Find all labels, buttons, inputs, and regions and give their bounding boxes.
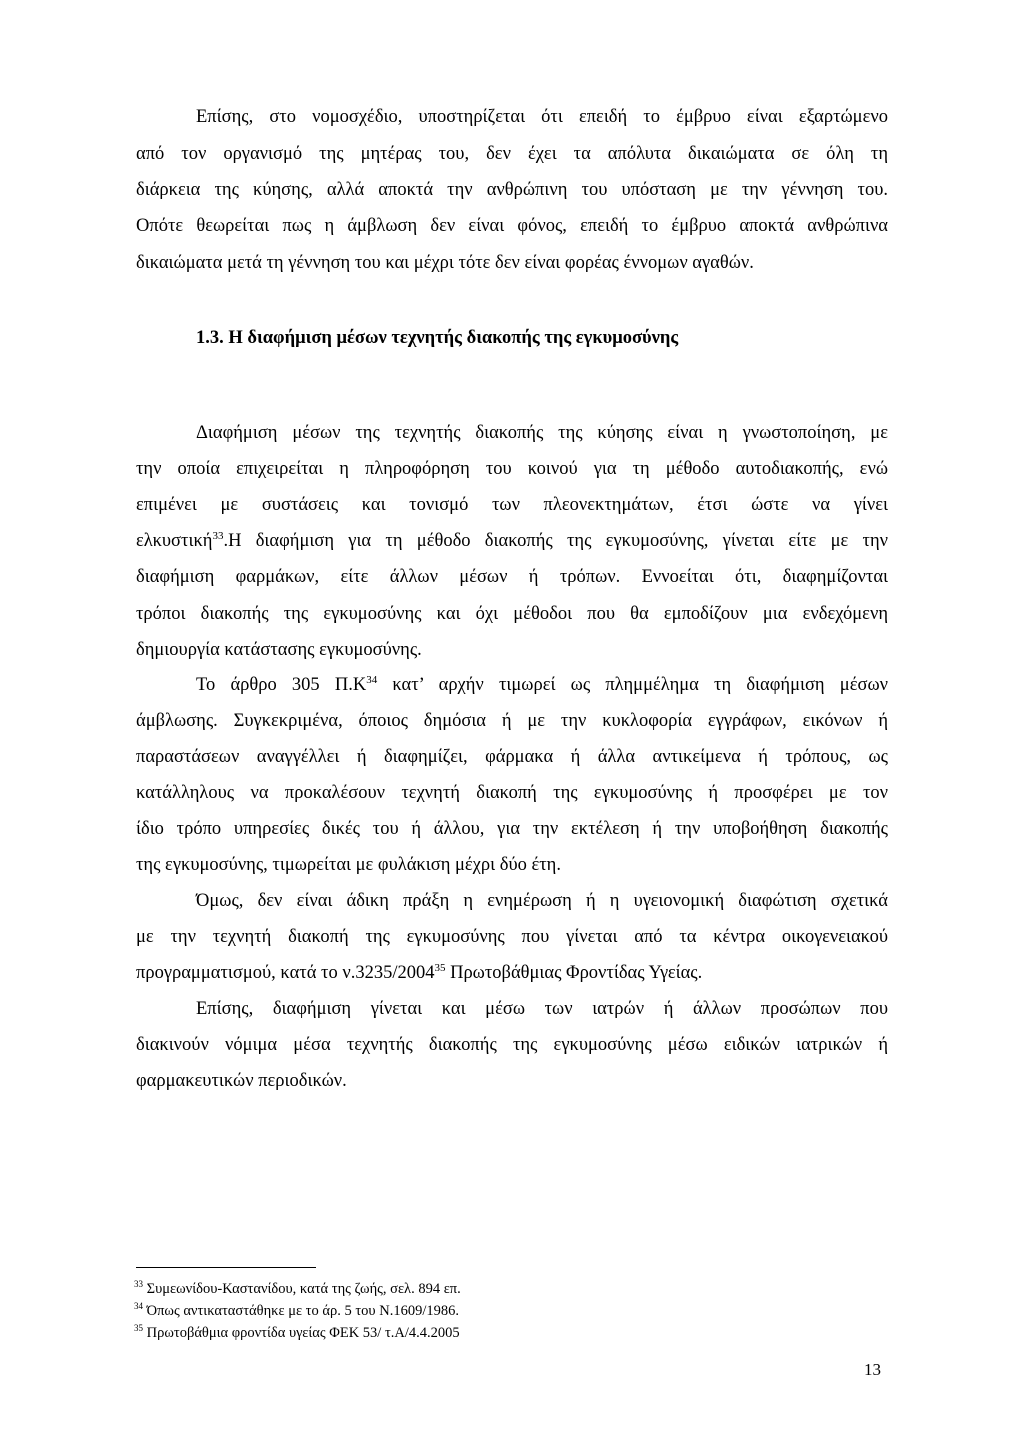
text-line: διακινούν νόμιμα μέσα τεχνητής διακοπής της εγκυμοσύνης μέσω ειδικών ιατρικών ή [136,1035,888,1055]
text-line: διαφήμιση φαρμάκων, είτε άλλων μέσων ή τρόπων. Εννοείται ότι, διαφημίζονται [136,567,888,587]
text-line: της εγκυμοσύνης, τιμωρείται με φυλάκιση μέχρι δύο έτη. [136,855,561,875]
text-line: Επίσης, διαφήμιση γίνεται και μέσω των ιατρών ή άλλων προσώπων που [196,999,888,1019]
footnote-ref-34: 34 [366,674,378,686]
page-number: 13 [864,1360,881,1379]
text-line [136,962,702,984]
footnote-35 [134,1324,460,1342]
text-fragment: Πρωτοβάθμιας Φροντίδας Υγείας. [445,963,703,983]
footnote-number: 33 [134,1279,143,1289]
text-line: Όμως, δεν είναι άδικη πράξη η ενημέρωση ή η υγειονομική διαφώτιση σχετικά [196,891,888,911]
text-fragment: προγραμματισμού, κατά το ν.3235/2004 [136,963,435,983]
text-line: τρόποι διακοπής της εγκυμοσύνης και όχι μέθοδοι που θα εμποδίζουν μια ενδεχόμενη [136,604,888,624]
text-line: άμβλωσης. Συγκεκριμένα, όποιος δημόσια ή με την κυκλοφορία εγγράφων, εικόνων ή [136,711,888,731]
text-fragment: .Η διαφήμιση για τη μέθοδο διακοπής της εγκυμοσύνης, γίνεται είτε με την [223,531,888,551]
text-line: επιμένει με συστάσεις και τονισμό των πλεονεκτημάτων, έτσι ώστε να γίνει [136,495,888,515]
footnote-text: Όπως αντικαταστάθηκε με το άρ. 5 του Ν.1609/1986. [146,1303,459,1319]
text-line: παραστάσεων αναγγέλλει ή διαφημίζει, φάρμακα ή άλλα αντικείμενα ή τρόπους, ως [136,747,888,767]
footnote-text: Πρωτοβάθμια φροντίδα υγείας ΦΕΚ 53/ τ.Α/4.4.2005 [146,1325,460,1341]
text-line [136,530,888,552]
text-line: Επίσης, στο νομοσχέδιο, υποστηρίζεται ότι επειδή το έμβρυο είναι εξαρτώμενο [196,107,888,127]
section-heading: 1.3. Η διαφήμιση μέσων τεχνητής διακοπής της εγκυμοσύνης [196,328,679,348]
footnote-number: 34 [134,1301,143,1311]
text-line [196,674,888,696]
footnote-separator [136,1267,316,1268]
footnote-ref-33: 33 [212,530,224,542]
text-line: Οπότε θεωρείται πως η άμβλωση δεν είναι φόνος, επειδή το έμβρυο αποκτά ανθρώπινα [136,216,888,236]
text-line: ίδιο τρόπο υπηρεσίες δικές του ή άλλου, για την εκτέλεση ή την υποβοήθηση διακοπής [136,819,888,839]
text-line: Διαφήμιση μέσων της τεχνητής διακοπής της κύησης είναι η γνωστοποίηση, με [196,423,888,443]
footnote-number: 35 [134,1323,143,1333]
footnote-text: Συμεωνίδου-Καστανίδου, κατά της ζωής, σελ. 894 επ. [146,1281,461,1297]
footnote-34 [134,1302,459,1320]
text-line: δημιουργία κατάστασης εγκυμοσύνης. [136,640,422,660]
text-line: την οποία επιχειρείται η πληροφόρηση του κοινού για τη μέθοδο αυτοδιακοπής, ενώ [136,459,888,479]
text-fragment: Το άρθρο 305 Π.Κ [196,675,367,695]
text-fragment: ελκυστική [136,531,213,551]
text-line: δικαιώματα μετά τη γέννηση του και μέχρι τότε δεν είναι φορέας έννομων αγαθών. [136,253,754,273]
text-line: κατάλληλους να προκαλέσουν τεχνητή διακοπή της εγκυμοσύνης ή προσφέρει με τον [136,783,888,803]
text-line: από τον οργανισμό της μητέρας του, δεν έχει τα απόλυτα δικαιώματα σε όλη τη [136,144,888,164]
text-line: διάρκεια της κύησης, αλλά αποκτά την ανθρώπινη του υπόσταση με την γέννηση του. [136,180,888,200]
text-line: φαρμακευτικών περιοδικών. [136,1071,347,1091]
text-fragment: κατ’ αρχήν τιμωρεί ως πλημμέλημα τη διαφήμιση μέσων [377,675,888,695]
footnote-33 [134,1280,461,1298]
footnote-ref-35: 35 [434,962,446,974]
text-line: με την τεχνητή διακοπή της εγκυμοσύνης που γίνεται από τα κέντρα οικογενειακού [136,927,888,947]
